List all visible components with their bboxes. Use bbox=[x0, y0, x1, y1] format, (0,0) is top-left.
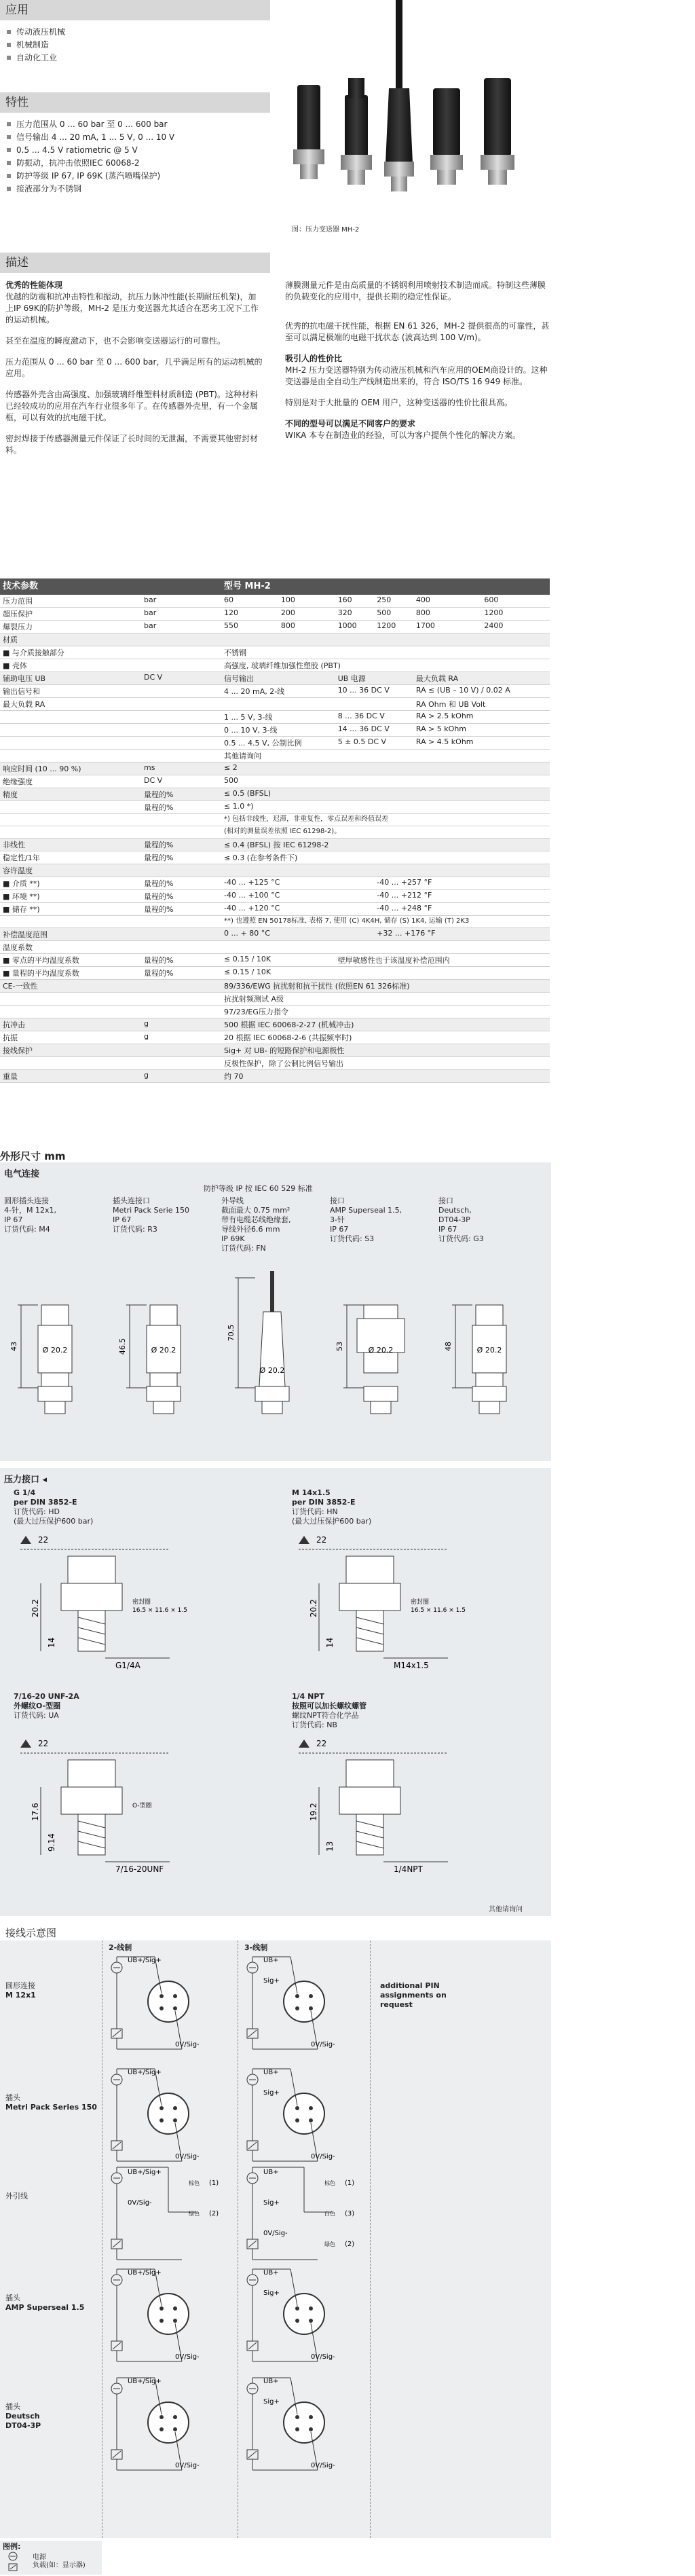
connector-drawing-icon bbox=[4, 1271, 106, 1420]
connector-line: 插头连接口 bbox=[113, 1196, 150, 1205]
wiring-label-line: DT04-3P bbox=[5, 2421, 41, 2430]
wire-label: 0V/Sig- bbox=[175, 2153, 200, 2160]
thread-label: 7/16-20UNF bbox=[115, 1864, 164, 1874]
list-item: 防护等级 IP 67, IP 69K (蒸汽喷嘴保护) bbox=[5, 170, 263, 183]
seal-label: 密封圈 bbox=[411, 1599, 430, 1606]
connector-line: AMP Superseal 1.5, bbox=[330, 1206, 402, 1215]
table-row: 0.5 ... 4.5 V, 公制比例 5 ± 0.5 DC V RA > 4.5 kOhm bbox=[0, 737, 550, 750]
pconn-line: G 1/4 bbox=[14, 1488, 36, 1497]
pressure-port-drawing-icon bbox=[14, 1733, 258, 1882]
wire-label: 棕色 bbox=[189, 2180, 200, 2186]
wire-label: 0V/Sig- bbox=[263, 2230, 288, 2237]
wiring-label-line: 圆形连接 bbox=[5, 1981, 35, 1990]
pconn-line: (最大过压保护600 bar) bbox=[292, 1517, 372, 1526]
connector-line: 圆形插头连接 bbox=[4, 1196, 49, 1205]
wiring-diagram-icon bbox=[107, 2266, 233, 2368]
diameter-dimension: Ø 20.2 bbox=[42, 1346, 68, 1355]
description-header bbox=[0, 253, 270, 273]
connector-line: 外导线 bbox=[221, 1196, 244, 1205]
wire-label: 绿色 bbox=[189, 2211, 200, 2217]
table-row: 抗扰射频测试 A级 bbox=[0, 993, 550, 1006]
dim-height: 19.2 bbox=[309, 1803, 318, 1821]
wire-label: (2) bbox=[345, 2241, 355, 2248]
pconn-line: 订货代码: HD bbox=[14, 1507, 60, 1516]
table-row: 稳定性/1年 量程的% ≤ 0.3 (在参考条件下) bbox=[0, 851, 550, 864]
wire-label: 0V/Sig- bbox=[175, 2041, 200, 2048]
wiring-diagram-icon bbox=[243, 2066, 369, 2168]
pconn-line: per DIN 3852-E bbox=[14, 1498, 77, 1507]
wiring-diagram-icon bbox=[107, 1954, 233, 2056]
paragraph: 密封焊接于传感器测量元件保证了长时间的无泄漏，不需要其他密封材料。 bbox=[5, 434, 259, 455]
pressure-port-drawing-icon bbox=[292, 1733, 536, 1882]
table-row: 超压保护 bar 120 200 320 500 800 1200 bbox=[0, 608, 550, 621]
table-row: 爆裂压力 bar 550 800 1000 1200 1700 2400 bbox=[0, 621, 550, 633]
list-item: 接液部分为不锈钢 bbox=[5, 183, 263, 196]
table-row: 辅助电压 UB DC V 信号输出 UB 电源 最大负载 RA bbox=[0, 672, 550, 685]
wire-label: Sig+ bbox=[263, 2398, 280, 2406]
connector-line: 3-针 bbox=[330, 1215, 345, 1224]
wire-label: 绿色 bbox=[324, 2241, 335, 2247]
dim-wrench: 22 bbox=[316, 1739, 327, 1748]
connector-drawing-icon bbox=[221, 1271, 323, 1420]
connector-line: IP 67 bbox=[330, 1225, 349, 1234]
wire-label: 0V/Sig- bbox=[128, 2199, 152, 2207]
wire-label: 0V/Sig- bbox=[311, 2353, 335, 2361]
table-row: 反极性保护，除了公制比例信号输出 bbox=[0, 1057, 550, 1070]
paragraph: 薄膜测量元件是由高质量的不锈钢利用喷射技术制造而成。特制这些薄膜的负载变化的应用中，提供长期的稳定性保证。 bbox=[285, 280, 546, 301]
table-row: 精度 量程的% ≤ 0.5 (BFSL) bbox=[0, 788, 550, 801]
wire-label: (3) bbox=[345, 2210, 355, 2218]
wiring-label-line: 插头 bbox=[5, 2402, 20, 2411]
wire-label: UB+ bbox=[263, 2069, 279, 2076]
table-row: *) 包括非线性，迟滞，非重复性，零点误差和终值误差 bbox=[0, 814, 550, 826]
table-row: ■ 零点的平均温度系数 量程的% ≤ 0.15 / 10K 壁厚敏感性也于该温度补偿范围内 bbox=[0, 954, 550, 967]
connector-line: Deutsch, bbox=[438, 1206, 472, 1215]
connector-line: DT04-3P bbox=[438, 1215, 470, 1224]
table-row: 最大负载 RA RA Ohm 和 UB Volt bbox=[0, 698, 550, 711]
wire-label: UB+/Sig+ bbox=[128, 1957, 162, 1964]
wiring-title: 接线示意图 bbox=[5, 1927, 57, 1939]
connector-spec bbox=[330, 1196, 437, 1355]
pconn-line: 按照可以加长螺纹螺管 bbox=[292, 1701, 367, 1710]
wire-label: 0V/Sig- bbox=[175, 2353, 200, 2361]
table-row: 其他请询问 bbox=[0, 750, 550, 762]
connector-line: 接口 bbox=[330, 1196, 345, 1205]
wiring-diagram-icon bbox=[107, 2165, 233, 2266]
wire-label: (1) bbox=[345, 2179, 355, 2187]
diameter-dimension: Ø 20.2 bbox=[476, 1346, 502, 1355]
pconn-line: 外螺纹O-型圈 bbox=[14, 1701, 61, 1710]
table-row: ■ 壳体 高强度, 玻璃纤维加强性塑胶 (PBT) bbox=[0, 659, 550, 672]
wiring-panel bbox=[0, 1940, 551, 2538]
table-row: 1 ... 5 V, 3-线 8 ... 36 DC V RA > 2.5 kOhm bbox=[0, 711, 550, 724]
dim-height: 20.2 bbox=[31, 1599, 40, 1617]
connector-line: IP 67 bbox=[438, 1225, 457, 1234]
wiring-row-label bbox=[5, 2093, 100, 2112]
connector-drawing-icon bbox=[113, 1271, 214, 1420]
wiring-row-label bbox=[5, 2402, 100, 2431]
paragraph: 传感器外壳含由高强度、加强玻璃纤维塑料材质制造 (PBT)。这种材料已经较成功的应用在汽车行业很多年了。在传感器外壳里，有一个金属框，可以有效的抗电磁干扰。 bbox=[5, 390, 259, 422]
height-dimension: 70.5 bbox=[227, 1324, 236, 1342]
wire-label: UB+ bbox=[263, 1957, 279, 1964]
list-item: 传动液压机械 bbox=[5, 26, 263, 39]
table-row: CE-一致性 89/336/EWG 抗扰射和抗干扰性 (依照EN 61 326标准) bbox=[0, 980, 550, 993]
product-photo-icon bbox=[277, 0, 548, 224]
connector-line: IP 67 bbox=[4, 1215, 23, 1224]
wire-label: 棕色 bbox=[324, 2180, 335, 2186]
table-row: 压力范围 bar 60 100 160 250 400 600 bbox=[0, 595, 550, 608]
legend-load: 负载(如：显示器) bbox=[33, 2562, 86, 2569]
height-dimension: 48 bbox=[444, 1342, 453, 1351]
table-row: ■ 量程的平均温度系数 量程的% ≤ 0.15 / 10K bbox=[0, 967, 550, 980]
application-title: 应用 bbox=[5, 3, 29, 17]
table-row: 温度系数 bbox=[0, 941, 550, 954]
table-row: 量程的% ≤ 1.0 *) bbox=[0, 801, 550, 814]
legend-supply: 电源 bbox=[33, 2554, 46, 2561]
list-item: 机械制造 bbox=[5, 39, 263, 52]
additional-note: additional PIN assignments on request bbox=[380, 1981, 447, 2009]
wiring-diagram-icon bbox=[243, 2375, 369, 2477]
pressure-connection bbox=[14, 1692, 265, 1889]
wiring-diagram-icon bbox=[107, 2375, 233, 2477]
connector-line: 订货代码: G3 bbox=[438, 1234, 484, 1243]
spec-table bbox=[0, 578, 550, 1083]
table-row: 容许温度 bbox=[0, 864, 550, 877]
table-row: 0 ... 10 V, 3-线 14 ... 36 DC V RA > 5 kOhm bbox=[0, 724, 550, 737]
pconn-line: (最大过压保护600 bar) bbox=[14, 1517, 94, 1526]
features-header bbox=[0, 92, 270, 113]
connector-line: 带有电缆芯线绝缘套, bbox=[221, 1215, 291, 1224]
product-image bbox=[277, 0, 548, 234]
height-dimension: 43 bbox=[10, 1342, 18, 1351]
wire-label: 0V/Sig- bbox=[311, 2153, 335, 2160]
table-row: 响应时间 (10 ... 90 %) ms ≤ 2 bbox=[0, 762, 550, 775]
connector-line: 订货代码: FN bbox=[221, 1244, 266, 1253]
paragraph: 优秀的性能体现 优越的防震和抗冲击特性和振动，抗压力脉冲性能(长期耐压机架)，加上IP 69K的防护等级，MH-2 是压力变送器尤其适合在恶劣工况下工作的运动机械。 bbox=[5, 280, 259, 325]
pconn-line: 订货代码: NB bbox=[292, 1721, 337, 1729]
connector-line: 截面最大 0.75 mm² bbox=[221, 1206, 290, 1215]
connector-line: 导线外径6.6 mm bbox=[221, 1225, 280, 1234]
connector-spec bbox=[438, 1196, 546, 1355]
wire-label: Sig+ bbox=[263, 2199, 280, 2207]
wiring-row-label bbox=[5, 1981, 100, 2000]
pconn-line: 订货代码: UA bbox=[14, 1711, 59, 1720]
wiring-label-line: 插头 bbox=[5, 2294, 20, 2302]
other-note: 其他请询问 bbox=[489, 1906, 523, 1913]
wire-label: Sig+ bbox=[263, 1977, 280, 1985]
dim-thread-length: 14 bbox=[47, 1637, 56, 1648]
wire-label: Sig+ bbox=[263, 2089, 280, 2097]
pconn-line: 7/16-20 UNF-2A bbox=[14, 1692, 79, 1701]
table-row: 材质 bbox=[0, 633, 550, 646]
pconn-line: 螺纹NPT符合化学品 bbox=[292, 1711, 359, 1720]
legend bbox=[0, 2541, 102, 2575]
connector-line: 4-针，M 12x1, bbox=[4, 1206, 56, 1215]
seal-label: O-型圈 bbox=[132, 1803, 152, 1809]
table-row: 接线保护 Sig+ 对 UB- 的短路保护和电源极性 bbox=[0, 1044, 550, 1057]
product-caption: 图：压力变送器 MH-2 bbox=[292, 226, 360, 234]
application-header bbox=[0, 0, 270, 20]
thread-label: G1/4A bbox=[115, 1661, 140, 1670]
description-left bbox=[5, 280, 263, 466]
wire-label: Sig+ bbox=[263, 2289, 280, 2297]
seal-label: 16.5 × 11.6 × 1.5 bbox=[411, 1607, 466, 1614]
table-row: 输出信号和 4 ... 20 mA, 2-线 10 ... 36 DC V RA ≤ (UB – 10 V) / 0.02 A bbox=[0, 685, 550, 698]
protection-note: 防护等级 IP 按 IEC 60 529 标准 bbox=[204, 1184, 313, 1193]
connector-line: IP 69K bbox=[221, 1234, 245, 1243]
seal-label: 16.5 × 11.6 × 1.5 bbox=[132, 1607, 187, 1614]
dim-height: 20.2 bbox=[309, 1599, 318, 1617]
table-row: (相对的测量误差依照 IEC 61298-2)。 bbox=[0, 826, 550, 839]
elec-title: 电气连接 bbox=[4, 1169, 40, 1179]
connector-line: 订货代码: S3 bbox=[330, 1234, 375, 1243]
description-right bbox=[285, 280, 550, 451]
wire-label: 0V/Sig- bbox=[311, 2041, 335, 2048]
connector-drawing-icon bbox=[438, 1271, 540, 1420]
table-row: 抗冲击 g 500 根据 IEC 60068-2-27 (机械冲击) bbox=[0, 1018, 550, 1031]
connector-spec bbox=[221, 1196, 328, 1375]
dims-title: 外形尺寸 mm bbox=[0, 1150, 66, 1162]
list-item: 防振动，抗冲击依照IEC 60068-2 bbox=[5, 157, 263, 170]
list-item: 压力范围从 0 ... 60 bar 至 0 ... 600 bar bbox=[5, 118, 263, 131]
paragraph: 不同的型号可以满足不同客户的要求 WIKA 本专在制造业的经验，可以为客户提供个性化的解决方案。 bbox=[285, 419, 521, 440]
dim-height: 17.6 bbox=[31, 1803, 40, 1821]
connector-line: 订货代码: M4 bbox=[4, 1225, 50, 1234]
wire-label: 0V/Sig- bbox=[175, 2462, 200, 2469]
diameter-dimension: Ø 20.2 bbox=[151, 1346, 176, 1355]
features-list bbox=[5, 118, 263, 196]
dim-thread-length: 9.14 bbox=[47, 1833, 56, 1852]
height-dimension: 46.5 bbox=[118, 1338, 127, 1355]
seal-label: 密封圈 bbox=[132, 1599, 151, 1606]
connector-spec bbox=[113, 1196, 220, 1355]
wiring-label-line: M 12x1 bbox=[5, 1991, 36, 2000]
wire-label: UB+/Sig+ bbox=[128, 2269, 162, 2277]
table-row: 抗振 g 20 根据 IEC 60068-2-6 (共振频率时) bbox=[0, 1031, 550, 1044]
pconn-line: 1/4 NPT bbox=[292, 1692, 324, 1701]
wiring-diagram-icon bbox=[243, 2266, 369, 2368]
wire-label: (1) bbox=[209, 2179, 219, 2187]
wiring-label-line: Deutsch bbox=[5, 2412, 40, 2421]
table-row: 重量 g 约 70 bbox=[0, 1070, 550, 1083]
pressure-connection bbox=[14, 1488, 265, 1685]
paragraph: 甚至在温度的瞬度激动下，也不会影响变送器运行的可靠性。 bbox=[5, 336, 226, 346]
wiring-diagram-icon bbox=[107, 2066, 233, 2168]
dim-wrench: 22 bbox=[38, 1739, 49, 1748]
dim-wrench: 22 bbox=[38, 1535, 49, 1545]
table-row: 非线性 量程的% ≤ 0.4 (BFSL) 按 IEC 61298-2 bbox=[0, 839, 550, 851]
wiring-diagram-icon bbox=[243, 1954, 369, 2056]
wire-label: 白色 bbox=[324, 2211, 335, 2217]
legend-title: 图例: bbox=[3, 2542, 21, 2551]
thread-label: 1/4NPT bbox=[394, 1864, 423, 1874]
col-3wire: 3-线制 bbox=[244, 1943, 268, 1952]
wiring-label-line: AMP Superseal 1.5 bbox=[5, 2303, 85, 2312]
wiring-label-line: 插头 bbox=[5, 2093, 20, 2102]
wire-label: (2) bbox=[209, 2210, 219, 2218]
paragraph: 压力范围从 0 ... 60 bar 至 0 ... 600 bar，几乎满足所有的运动机械的应用。 bbox=[5, 357, 263, 378]
connector-line: IP 67 bbox=[113, 1215, 132, 1224]
wiring-row-label bbox=[5, 2294, 100, 2313]
list-item: 自动化工业 bbox=[5, 52, 263, 65]
dim-thread-length: 13 bbox=[325, 1841, 335, 1852]
wire-label: UB+ bbox=[263, 2169, 279, 2176]
connector-spec bbox=[4, 1196, 111, 1355]
pressure-connection bbox=[292, 1692, 543, 1889]
connector-line: 接口 bbox=[438, 1196, 453, 1205]
wire-label: UB+ bbox=[263, 2378, 279, 2385]
connector-line: 订货代码: R3 bbox=[113, 1225, 157, 1234]
dim-thread-length: 14 bbox=[325, 1637, 335, 1648]
table-row: 绝缘强度 DC V 500 bbox=[0, 775, 550, 788]
connector-line: Metri Pack Serie 150 bbox=[113, 1206, 190, 1215]
table-row: 补偿温度范围 0 ... + 80 °C +32 ... +176 °F bbox=[0, 928, 550, 941]
pressure-connection-panel bbox=[0, 1468, 551, 1916]
dim-wrench: 22 bbox=[316, 1535, 327, 1545]
features-title: 特性 bbox=[5, 96, 29, 109]
pressure-port-drawing-icon bbox=[292, 1529, 536, 1678]
description-title: 描述 bbox=[5, 256, 29, 270]
wire-label: UB+ bbox=[263, 2269, 279, 2277]
wire-label: 0V/Sig- bbox=[311, 2462, 335, 2469]
wire-label: UB+/Sig+ bbox=[128, 2378, 162, 2385]
electrical-connection-panel bbox=[0, 1162, 551, 1461]
wiring-label-line: 外引线 bbox=[5, 2192, 28, 2201]
paragraph: 吸引人的性价比 MH-2 压力变送器特别为传动液压机械和汽车应用的OEM商设计的。这种变送器是由全自动生产线制造出来的，符合 ISO/TS 16 949 标准。 bbox=[285, 354, 548, 386]
table-row: 97/23/EG压力指令 bbox=[0, 1006, 550, 1018]
spec-header-left: 技术参数 bbox=[0, 578, 221, 595]
arrow-left-icon: ◂ bbox=[42, 1475, 48, 1485]
diameter-dimension: Ø 20.2 bbox=[259, 1366, 285, 1375]
wiring-diagram-icon bbox=[243, 2165, 369, 2266]
legend-symbols-icon bbox=[7, 2552, 24, 2572]
pconn-line: M 14x1.5 bbox=[292, 1488, 331, 1497]
pconn-line: 订货代码: HN bbox=[292, 1507, 338, 1516]
wiring-label-line: Metri Pack Series 150 bbox=[5, 2103, 97, 2112]
list-item: 0.5 ... 4.5 V ratiometric @ 5 V bbox=[5, 144, 263, 157]
paragraph: 特别是对于大批量的 OEM 用户，这种变送器的性价比很具高。 bbox=[285, 398, 513, 407]
thread-label: M14x1.5 bbox=[394, 1661, 429, 1670]
table-row: ■ 环境 **) 量程的% -40 ... +100 °C -40 ... +212 °F bbox=[0, 890, 550, 903]
diameter-dimension: Ø 20.2 bbox=[368, 1346, 394, 1355]
table-row: ■ 储存 **) 量程的% -40 ... +120 °C -40 ... +248 °F bbox=[0, 903, 550, 916]
application-list bbox=[5, 26, 263, 65]
list-item: 信号输出 4 ... 20 mA, 1 ... 5 V, 0 ... 10 V bbox=[5, 131, 263, 144]
table-row: ■ 与介质接触部分 不锈钢 bbox=[0, 646, 550, 659]
pressure-port-drawing-icon bbox=[14, 1529, 258, 1678]
pressure-title: 压力接口 ◂ bbox=[4, 1475, 48, 1485]
spec-header-right: 型号 MH-2 bbox=[221, 578, 550, 595]
wire-label: UB+/Sig+ bbox=[128, 2169, 162, 2176]
wire-label: UB+/Sig+ bbox=[128, 2069, 162, 2076]
table-row: ■ 介质 **) 量程的% -40 ... +125 °C -40 ... +257 °F bbox=[0, 877, 550, 890]
col-2wire: 2-线制 bbox=[109, 1943, 132, 1952]
connector-drawing-icon bbox=[330, 1271, 432, 1420]
pressure-connection bbox=[292, 1488, 543, 1685]
wiring-row-label bbox=[5, 2192, 100, 2201]
paragraph: 优秀的抗电磁干扰性能，根据 EN 61 326，MH-2 提供很高的可靠性，甚至可以满足极端的电磁干扰状态 (波高达到 100 V/m)。 bbox=[285, 321, 550, 342]
table-row: **) 也遵照 EN 50178标准, 表格 7, 使用 (C) 4K4H, 储存 (S) 1K4, 运输 (T) 2K3 bbox=[0, 916, 550, 928]
height-dimension: 53 bbox=[335, 1342, 344, 1351]
pconn-line: per DIN 3852-E bbox=[292, 1498, 356, 1507]
